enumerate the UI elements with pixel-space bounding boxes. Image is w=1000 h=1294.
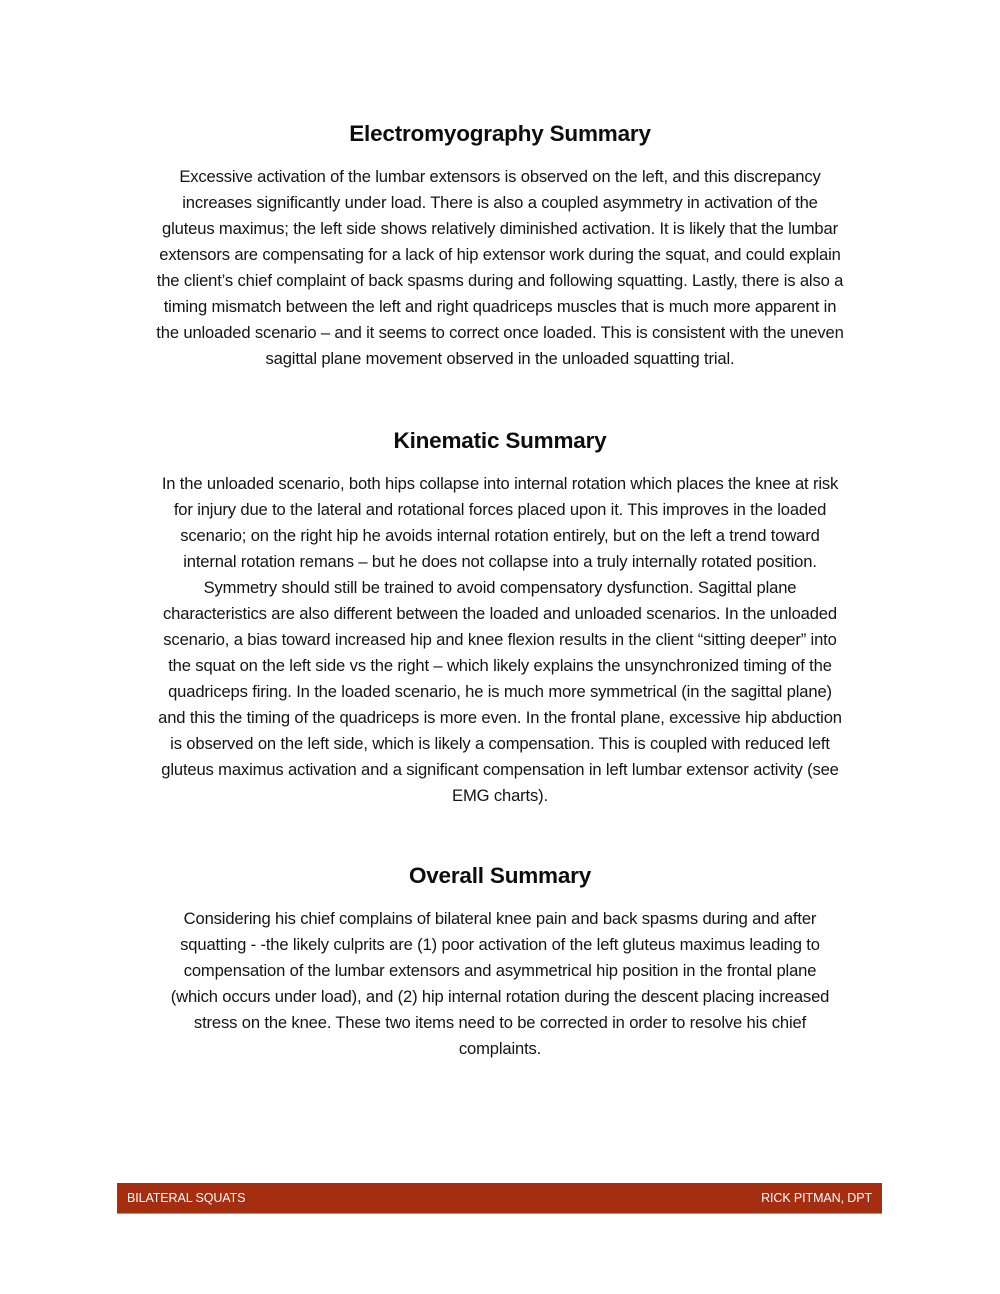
overall-summary-section [100, 862, 900, 1062]
paragraph-line: stress on the knee. These two items need to be corrected in order to resolve his chief [193, 1013, 807, 1032]
emg-summary-section [100, 120, 900, 372]
paragraph-line: increases significantly under load. There is also a coupled asymmetry in activation of the [182, 193, 818, 212]
emg-summary-paragraph [100, 164, 900, 372]
paragraph-line: the unloaded scenario – and it seems to correct once loaded. This is consistent with the uneven [156, 323, 844, 342]
paragraph-line: Symmetry should still be trained to avoid compensatory dysfunction. Sagittal plane [203, 578, 797, 597]
paragraph-line: the client’s chief complaint of back spasms during and following squatting. Lastly, there is also a [156, 271, 844, 290]
paragraph-line: timing mismatch between the left and right quadriceps muscles that is much more apparent in [163, 297, 837, 316]
paragraph-line: complaints. [458, 1039, 542, 1058]
paragraph-line: sagittal plane movement observed in the unloaded squatting trial. [265, 349, 735, 368]
paragraph-line: (which occurs under load), and (2) hip internal rotation during the descent placing increased [170, 987, 830, 1006]
paragraph-line: compensation of the lumbar extensors and asymmetrical hip position in the frontal plane [183, 961, 817, 980]
page-footer [117, 1183, 882, 1213]
overall-summary-paragraph [100, 906, 900, 1062]
paragraph-line: the squat on the left side vs the right – which likely explains the unsynchronized timing of the [168, 656, 832, 675]
paragraph-line: gluteus maximus; the left side shows relatively diminished activation. It is likely that the lumbar [162, 219, 838, 238]
paragraph-line: for injury due to the lateral and rotational forces placed upon it. This improves in the loaded [173, 500, 827, 519]
footer-author: RICK PITMAN, DPT [761, 1191, 872, 1205]
paragraph-line: characteristics are also different between the loaded and unloaded scenarios. In the unloaded [163, 604, 837, 623]
paragraph-line: scenario; on the right hip he avoids internal rotation entirely, but on the left a trend toward [180, 526, 820, 545]
overall-summary-heading: Overall Summary [408, 863, 592, 888]
footer-document-title: BILATERAL SQUATS [127, 1191, 246, 1205]
kinematic-summary-heading: Kinematic Summary [393, 428, 607, 453]
paragraph-line: is observed on the left side, which is likely a compensation. This is coupled with reduced left [170, 734, 830, 753]
paragraph-line: EMG charts). [452, 786, 548, 805]
paragraph-line: squatting - -the likely culprits are (1) poor activation of the left gluteus maximus leading to [180, 935, 820, 954]
emg-summary-heading: Electromyography Summary [349, 121, 651, 146]
kinematic-summary-paragraph [100, 471, 900, 809]
paragraph-line: extensors are compensating for a lack of hip extensor work during the squat, and could explain [159, 245, 841, 264]
paragraph-line: scenario, a bias toward increased hip and knee flexion results in the client “sitting deeper” into [163, 630, 837, 649]
paragraph-line: internal rotation remans – but he does not collapse into a truly internally rotated position. [183, 552, 817, 571]
paragraph-line: Considering his chief complains of bilateral knee pain and back spasms during and after [183, 909, 817, 928]
paragraph-line: Excessive activation of the lumbar extensors is observed on the left, and this discrepancy [179, 167, 821, 186]
paragraph-line: quadriceps firing. In the loaded scenario, he is much more symmetrical (in the sagittal plane) [168, 682, 832, 701]
paragraph-line: gluteus maximus activation and a significant compensation in left lumbar extensor activity (see [161, 760, 839, 779]
kinematic-summary-section [100, 427, 900, 809]
paragraph-line: In the unloaded scenario, both hips collapse into internal rotation which places the knee at risk [161, 474, 839, 493]
paragraph-line: and this the timing of the quadriceps is more even. In the frontal plane, excessive hip abduction [158, 708, 842, 727]
